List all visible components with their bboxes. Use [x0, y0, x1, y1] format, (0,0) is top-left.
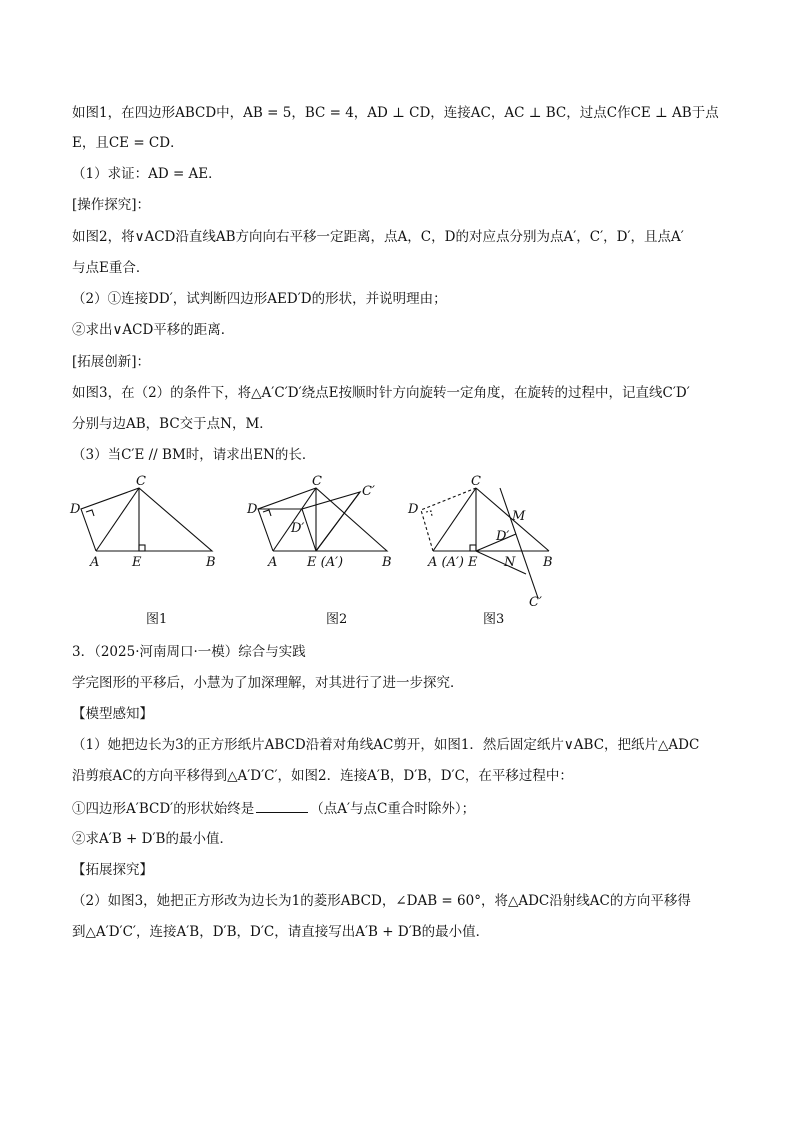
fig1-label-b: B	[206, 555, 216, 570]
fig3-label-d: D	[408, 502, 419, 517]
question-2: （2）①连接DD′，试判断四边形AED′D的形状，并说明理由；	[72, 291, 447, 307]
question-2-part-2: ②求出∨ACD平移的距离．	[72, 322, 235, 338]
fig2-label-e-a-prime: E (A′)	[307, 555, 344, 570]
fig3-label-c-prime: C′	[529, 595, 542, 610]
fill-blank-prefix: ①四边形A′BCD′的形状始终是	[72, 801, 255, 817]
figure-1	[81, 488, 212, 551]
fig3-label-d-prime: D′	[496, 529, 510, 544]
fill-blank-suffix: （点A′与点C重合时除外）；	[310, 801, 476, 817]
problem-3-heading: 3．（2025·河南周口·一模）综合与实践	[72, 644, 306, 660]
figure-3	[421, 488, 549, 598]
problem-text-line: 如图1，在四边形ABCD中，AB = 5，BC = 4，AD ⊥ CD，连接AC，AC ⊥ BC，过点C作CE ⊥ AB于点	[72, 105, 719, 121]
problem-text-line: 到△A′D′C′，连接A′B，D′B，D′C，请直接写出A′B + D′B的最小值．	[72, 924, 490, 940]
problem-text-line: 如图2，将∨ACD沿直线AB方向向右平移一定距离，点A，C，D的对应点分别为点A′，C′，D′，且点A′	[72, 229, 684, 245]
question-fill-blank	[72, 798, 475, 819]
question-3: （3）当C′E // BM时，请求出EN的长．	[72, 447, 316, 463]
problem-text-line: 学完图形的平移后，小慧为了加深理解，对其进行了进一步探究．	[72, 675, 464, 691]
problem-text-line: 分别与边AB，BC交于点N，M．	[72, 416, 273, 432]
fig3-label-a-a-prime: A (A′)	[428, 555, 465, 570]
problem-text-line: 沿剪痕AC的方向平移得到△A′D′C′，如图2．连接A′B，D′B，D′C，在平移过程中：	[72, 768, 573, 784]
fig1-label-c: C	[136, 474, 146, 489]
section-heading-operation: [操作探究]：	[72, 197, 151, 213]
fig2-label-a: A	[268, 555, 278, 570]
problem-text-line: 如图3，在（2）的条件下，将△A′C′D′绕点E按顺时针方向旋转一定角度，在旋转的过程中，记直线C′D′	[72, 385, 690, 401]
fig1-label-d: D	[70, 502, 81, 517]
section-heading-explore: 【拓展探究】	[72, 862, 153, 878]
fig3-label-n: N	[504, 555, 516, 570]
answer-blank[interactable]	[256, 798, 308, 813]
question-min-value: ②求A′B + D′B的最小值．	[72, 831, 233, 847]
question-1: （1）求证：AD = AE．	[72, 166, 222, 182]
problem-text-line: （2）如图3，她把正方形改为边长为1的菱形ABCD，∠DAB = 60°，将△ADC沿射线AC的方向平移得	[72, 893, 691, 909]
figure-3-caption: 图3	[483, 612, 505, 627]
figure-2-caption: 图2	[326, 612, 348, 627]
fig3-label-c: C	[471, 474, 481, 489]
fig3-label-b: B	[543, 555, 553, 570]
figure-1-caption: 图1	[146, 612, 168, 627]
figures-row	[66, 474, 566, 634]
fig2-label-d: D	[247, 502, 258, 517]
problem-text-line: E，且CE = CD．	[72, 135, 184, 151]
fig2-label-c: C	[312, 474, 322, 489]
fig3-label-e: E	[468, 555, 478, 570]
fig2-label-c-prime: C′	[362, 484, 375, 499]
fig3-label-m: M	[512, 509, 526, 524]
section-heading-model: 【模型感知】	[72, 706, 153, 722]
fig2-label-d-prime: D′	[291, 521, 305, 536]
fig2-label-b: B	[382, 555, 392, 570]
fig1-label-a: A	[90, 555, 100, 570]
fig1-label-e: E	[132, 555, 142, 570]
problem-text-line: 与点E重合．	[72, 260, 150, 276]
problem-text-line: （1）她把边长为3的正方形纸片ABCD沿着对角线AC剪开，如图1．然后固定纸片∨ABC，把纸片△ADC	[72, 737, 700, 753]
section-heading-extension: [拓展创新]：	[72, 354, 151, 370]
